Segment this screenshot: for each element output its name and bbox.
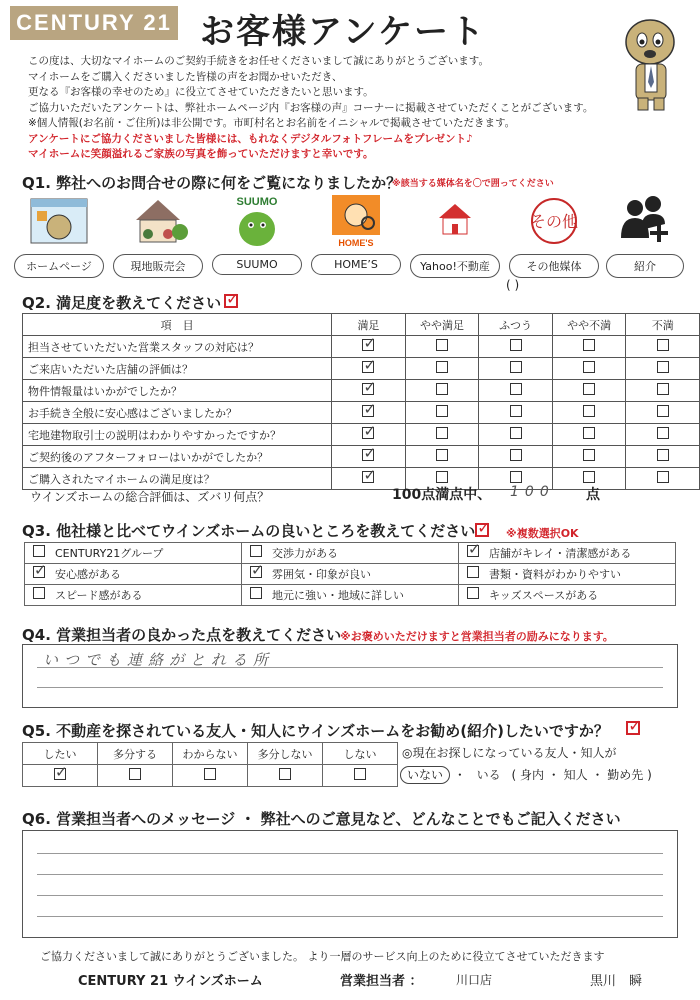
media-label: 紹介	[606, 254, 684, 278]
q2-rating-checkbox[interactable]	[362, 383, 374, 395]
mascot-icon	[612, 12, 690, 112]
century21-logo: CENTURY 21	[10, 6, 178, 40]
q2-rating-checkbox[interactable]	[436, 361, 448, 373]
q2-row	[23, 424, 700, 446]
q3-option-label: 地元に強い・地域に詳しい	[272, 589, 404, 602]
q3-option-checkbox[interactable]	[250, 587, 262, 599]
suumo-logo-text: SUUMO	[236, 196, 278, 208]
homepage-icon	[14, 192, 104, 250]
q2-rating-checkbox[interactable]	[583, 471, 595, 483]
q3-option-checkbox[interactable]	[467, 587, 479, 599]
q4-rule-line	[37, 667, 663, 668]
intro-line: ご協力いただいたアンケートは、弊社ホームページ内『お客様の声』コーナーに掲載させていただくことがございます。	[28, 101, 594, 114]
q5-checkbox[interactable]	[54, 768, 66, 780]
q2-rating-checkbox[interactable]	[657, 361, 669, 373]
q6-rule-line	[37, 874, 663, 875]
media-yahoo[interactable]	[410, 192, 500, 278]
q5-col-header: わからない	[173, 743, 248, 765]
q2-title-checkbox[interactable]	[224, 294, 238, 308]
q3-option-label: 交渉力がある	[272, 547, 338, 560]
q2-rating-checkbox[interactable]	[657, 427, 669, 439]
q3-option-label: スピード感がある	[55, 589, 143, 602]
q5-table	[22, 742, 398, 787]
q3-option-label: 店舗がキレイ・清潔感がある	[489, 547, 632, 560]
q2-rating-checkbox[interactable]	[510, 449, 522, 461]
homes-icon	[311, 192, 401, 250]
q2-row-item: ご購入されたマイホームの満足度は？	[23, 468, 332, 490]
q2-rating-checkbox[interactable]	[657, 449, 669, 461]
yahoo-realestate-icon	[410, 192, 500, 250]
q4-note: ※お褒めいただけますと営業担当者の励みになります。	[340, 630, 614, 643]
q3-option[interactable]	[242, 543, 459, 564]
q2-col-header: 不満	[626, 314, 700, 336]
q2-rating-checkbox[interactable]	[436, 383, 448, 395]
intro-line: マイホームをご購入くださいました皆様の声をお聞かせいただき、	[28, 70, 343, 83]
suumo-icon	[212, 192, 302, 250]
q5-title: Q5. 不動産を探されている友人・知人にウインズホームをお勧め(紹介)したいですか？	[22, 722, 609, 740]
media-referral[interactable]	[606, 192, 684, 278]
q3-title: Q3. 他社様と比べてウインズホームの良いところを教えてください	[22, 522, 476, 540]
q2-score-value[interactable]: 100	[510, 484, 555, 500]
q2-row-item: ご契約後のアフターフォローはいかがでしたか？	[23, 446, 332, 468]
q5-col-header: 多分しない	[248, 743, 323, 765]
media-homes[interactable]	[311, 192, 401, 275]
intro-present-line: マイホームに笑顔溢れるご家族の写真を飾っていただけますと幸いです。	[28, 148, 374, 160]
q2-rating-checkbox[interactable]	[362, 471, 374, 483]
page-title: お客様アンケート	[200, 12, 486, 52]
q2-row	[23, 336, 700, 358]
q3-option-checkbox[interactable]	[33, 566, 45, 578]
other-media-icon	[509, 192, 599, 250]
q2-rating-checkbox[interactable]	[583, 427, 595, 439]
q3-note: ※複数選択OK	[506, 527, 579, 540]
q2-row-item: 宅地建物取引士の説明はわかりやすかったですか？	[23, 424, 332, 446]
q3-option-checkbox[interactable]	[33, 587, 45, 599]
q3-option[interactable]	[242, 585, 459, 606]
q3-option-checkbox[interactable]	[467, 566, 479, 578]
q2-score-prefix: 100点満点中、	[392, 487, 492, 503]
q5-friend-question: ◎現在お探しになっている友人・知人が	[402, 746, 617, 760]
q2-rating-checkbox[interactable]	[583, 449, 595, 461]
q2-row-item: お手続き全般に安心感はございましたか？	[23, 402, 332, 424]
q2-row	[23, 446, 700, 468]
q3-row	[25, 585, 676, 606]
q2-score-label: ウインズホームの総合評価は、ズバリ何点？	[30, 490, 270, 504]
q3-option-label: 書類・資料がわかりやすい	[489, 568, 621, 581]
q2-rating-checkbox[interactable]	[362, 427, 374, 439]
q2-row	[23, 380, 700, 402]
q6-title: Q6. 営業担当者へのメッセージ ・ 弊社へのご意見など、どんなことでもご記入ください	[22, 810, 621, 828]
q2-col-header: やや満足	[405, 314, 479, 336]
q2-rating-checkbox[interactable]	[583, 405, 595, 417]
q6-answer-box[interactable]	[22, 830, 678, 938]
q2-header-item: 項 目	[23, 314, 332, 336]
q2-table	[22, 313, 700, 490]
q6-rule-line	[37, 916, 663, 917]
q5-checkbox[interactable]	[204, 768, 216, 780]
footer-staff-label: 営業担当者 ：	[340, 974, 423, 989]
q4-answer-box[interactable]	[22, 644, 678, 708]
q2-rating-checkbox[interactable]	[436, 471, 448, 483]
q3-row	[25, 564, 676, 585]
q6-rule-line	[37, 853, 663, 854]
footer-branch: 川口店	[456, 973, 493, 987]
q2-col-header: やや不満	[552, 314, 626, 336]
q2-rating-checkbox[interactable]	[583, 339, 595, 351]
q3-option-checkbox[interactable]	[467, 545, 479, 557]
q3-option-label: キッズスペースがある	[489, 589, 599, 602]
q5-checkbox[interactable]	[354, 768, 366, 780]
q3-option[interactable]	[459, 543, 676, 564]
q2-rating-checkbox[interactable]	[657, 471, 669, 483]
q3-option-label: 雰囲気・印象が良い	[272, 568, 371, 581]
q2-rating-checkbox[interactable]	[510, 427, 522, 439]
q5-col-header: したい	[23, 743, 98, 765]
q3-option-checkbox[interactable]	[33, 545, 45, 557]
media-label: HOME’S	[311, 254, 401, 275]
q2-row	[23, 358, 700, 380]
q2-score-suffix: 点	[586, 487, 600, 503]
q2-rating-checkbox[interactable]	[510, 383, 522, 395]
open-house-icon	[113, 192, 203, 250]
q2-rating-checkbox[interactable]	[362, 339, 374, 351]
q2-rating-checkbox[interactable]	[657, 339, 669, 351]
media-label: その他媒体	[509, 254, 599, 278]
q5-option-none[interactable]: いない	[400, 766, 450, 784]
q3-option-label: 安心感がある	[55, 568, 121, 581]
q2-rating-checkbox[interactable]	[657, 405, 669, 417]
media-open-house[interactable]	[113, 192, 203, 278]
q2-rating-checkbox[interactable]	[436, 449, 448, 461]
q2-rating-checkbox[interactable]	[362, 449, 374, 461]
q3-option[interactable]	[25, 585, 242, 606]
q3-option[interactable]	[459, 564, 676, 585]
q2-rating-checkbox[interactable]	[436, 339, 448, 351]
homes-logo-text: HOME'S	[338, 238, 374, 248]
q5-option-yes[interactable]: いる	[476, 768, 501, 782]
q4-rule-line	[37, 687, 663, 688]
q3-option-checkbox[interactable]	[250, 566, 262, 578]
intro-text	[28, 54, 618, 163]
q2-rating-checkbox[interactable]	[510, 339, 522, 351]
q1-other-paren[interactable]: ( )	[506, 278, 520, 292]
q5-col-header: 多分する	[98, 743, 173, 765]
q2-rating-checkbox[interactable]	[436, 427, 448, 439]
q3-option-checkbox[interactable]	[250, 545, 262, 557]
footer-staff-name: 黒川 瞬	[590, 974, 643, 989]
q4-title: Q4. 営業担当者の良かった点を教えてください	[22, 626, 342, 644]
q2-rating-checkbox[interactable]	[510, 361, 522, 373]
q2-title: Q2. 満足度を教えてください	[22, 294, 222, 312]
q3-option[interactable]	[459, 585, 676, 606]
q2-rating-checkbox[interactable]	[583, 361, 595, 373]
q6-rule-line	[37, 895, 663, 896]
q3-row	[25, 543, 676, 564]
q1-note: ※該当する媒体名を〇で囲ってください	[392, 179, 554, 189]
q2-row-item: 担当させていただいた営業スタッフの対応は？	[23, 336, 332, 358]
q2-rating-checkbox[interactable]	[362, 361, 374, 373]
q3-option[interactable]	[25, 564, 242, 585]
q5-friend-detail: ( 身内 ・ 知人 ・ 勤め先 )	[511, 768, 652, 782]
referral-icon	[606, 192, 684, 250]
q2-col-header: 満足	[332, 314, 406, 336]
q3-option-label: CENTURY21グループ	[55, 547, 164, 560]
q5-title-checkbox[interactable]	[626, 721, 640, 735]
media-suumo[interactable]	[212, 192, 302, 275]
q2-rating-checkbox[interactable]	[657, 383, 669, 395]
q2-rating-checkbox[interactable]	[510, 471, 522, 483]
media-homepage[interactable]	[14, 192, 104, 278]
intro-line: ※個人情報(お名前・ご住所)は非公開です。市町村名とお名前をイニシャルで掲載させていただきます。	[28, 117, 516, 129]
q2-col-header: ふつう	[479, 314, 553, 336]
q2-rating-checkbox[interactable]	[583, 383, 595, 395]
q3-option[interactable]	[242, 564, 459, 585]
q5-friend-answer: いない ・ いる ( 身内 ・ 知人 ・ 勤め先 )	[400, 766, 652, 783]
media-label: Yahoo!不動産	[410, 254, 500, 278]
q5-checkbox[interactable]	[129, 768, 141, 780]
q2-row-item: 物件情報量はいかがでしたか？	[23, 380, 332, 402]
q4-answer-text: いつでも連絡がとれる所	[43, 651, 275, 669]
intro-line: 更なる『お客様の幸せのため』に役立てさせていただきたいと思います。	[28, 86, 374, 98]
footer-company: CENTURY 21 ウインズホーム	[78, 974, 263, 989]
q3-option[interactable]	[25, 543, 242, 564]
q2-rating-checkbox[interactable]	[362, 405, 374, 417]
footer-thanks: ご協力くださいまして誠にありがとうございました。 より一層のサービス向上のために役立てさせていただきます	[40, 950, 605, 963]
media-other[interactable]	[509, 192, 599, 278]
intro-line: この度は、大切なマイホームのご契約手続きをお任せくださいまして誠にありがとうございます。	[28, 55, 489, 67]
q3-options-grid	[24, 542, 676, 606]
intro-present-line: アンケートにご協力くださいました皆様には、もれなくデジタルフォトフレームをプレゼント♪	[28, 132, 473, 145]
other-media-text: その他	[529, 212, 579, 231]
q2-row-item: ご来店いただいた店舗の評価は？	[23, 358, 332, 380]
media-label: ホームページ	[14, 254, 104, 278]
q5-checkbox[interactable]	[279, 768, 291, 780]
q1-title: Q1. 弊社へのお問合せの際に何をご覧になりましたか？	[22, 174, 402, 192]
q5-col-header: しない	[323, 743, 398, 765]
q3-title-checkbox[interactable]	[475, 523, 489, 537]
q2-rating-checkbox[interactable]	[436, 405, 448, 417]
media-label: 現地販売会	[113, 254, 203, 278]
media-label: SUUMO	[212, 254, 302, 275]
q2-rating-checkbox[interactable]	[510, 405, 522, 417]
q2-row	[23, 402, 700, 424]
